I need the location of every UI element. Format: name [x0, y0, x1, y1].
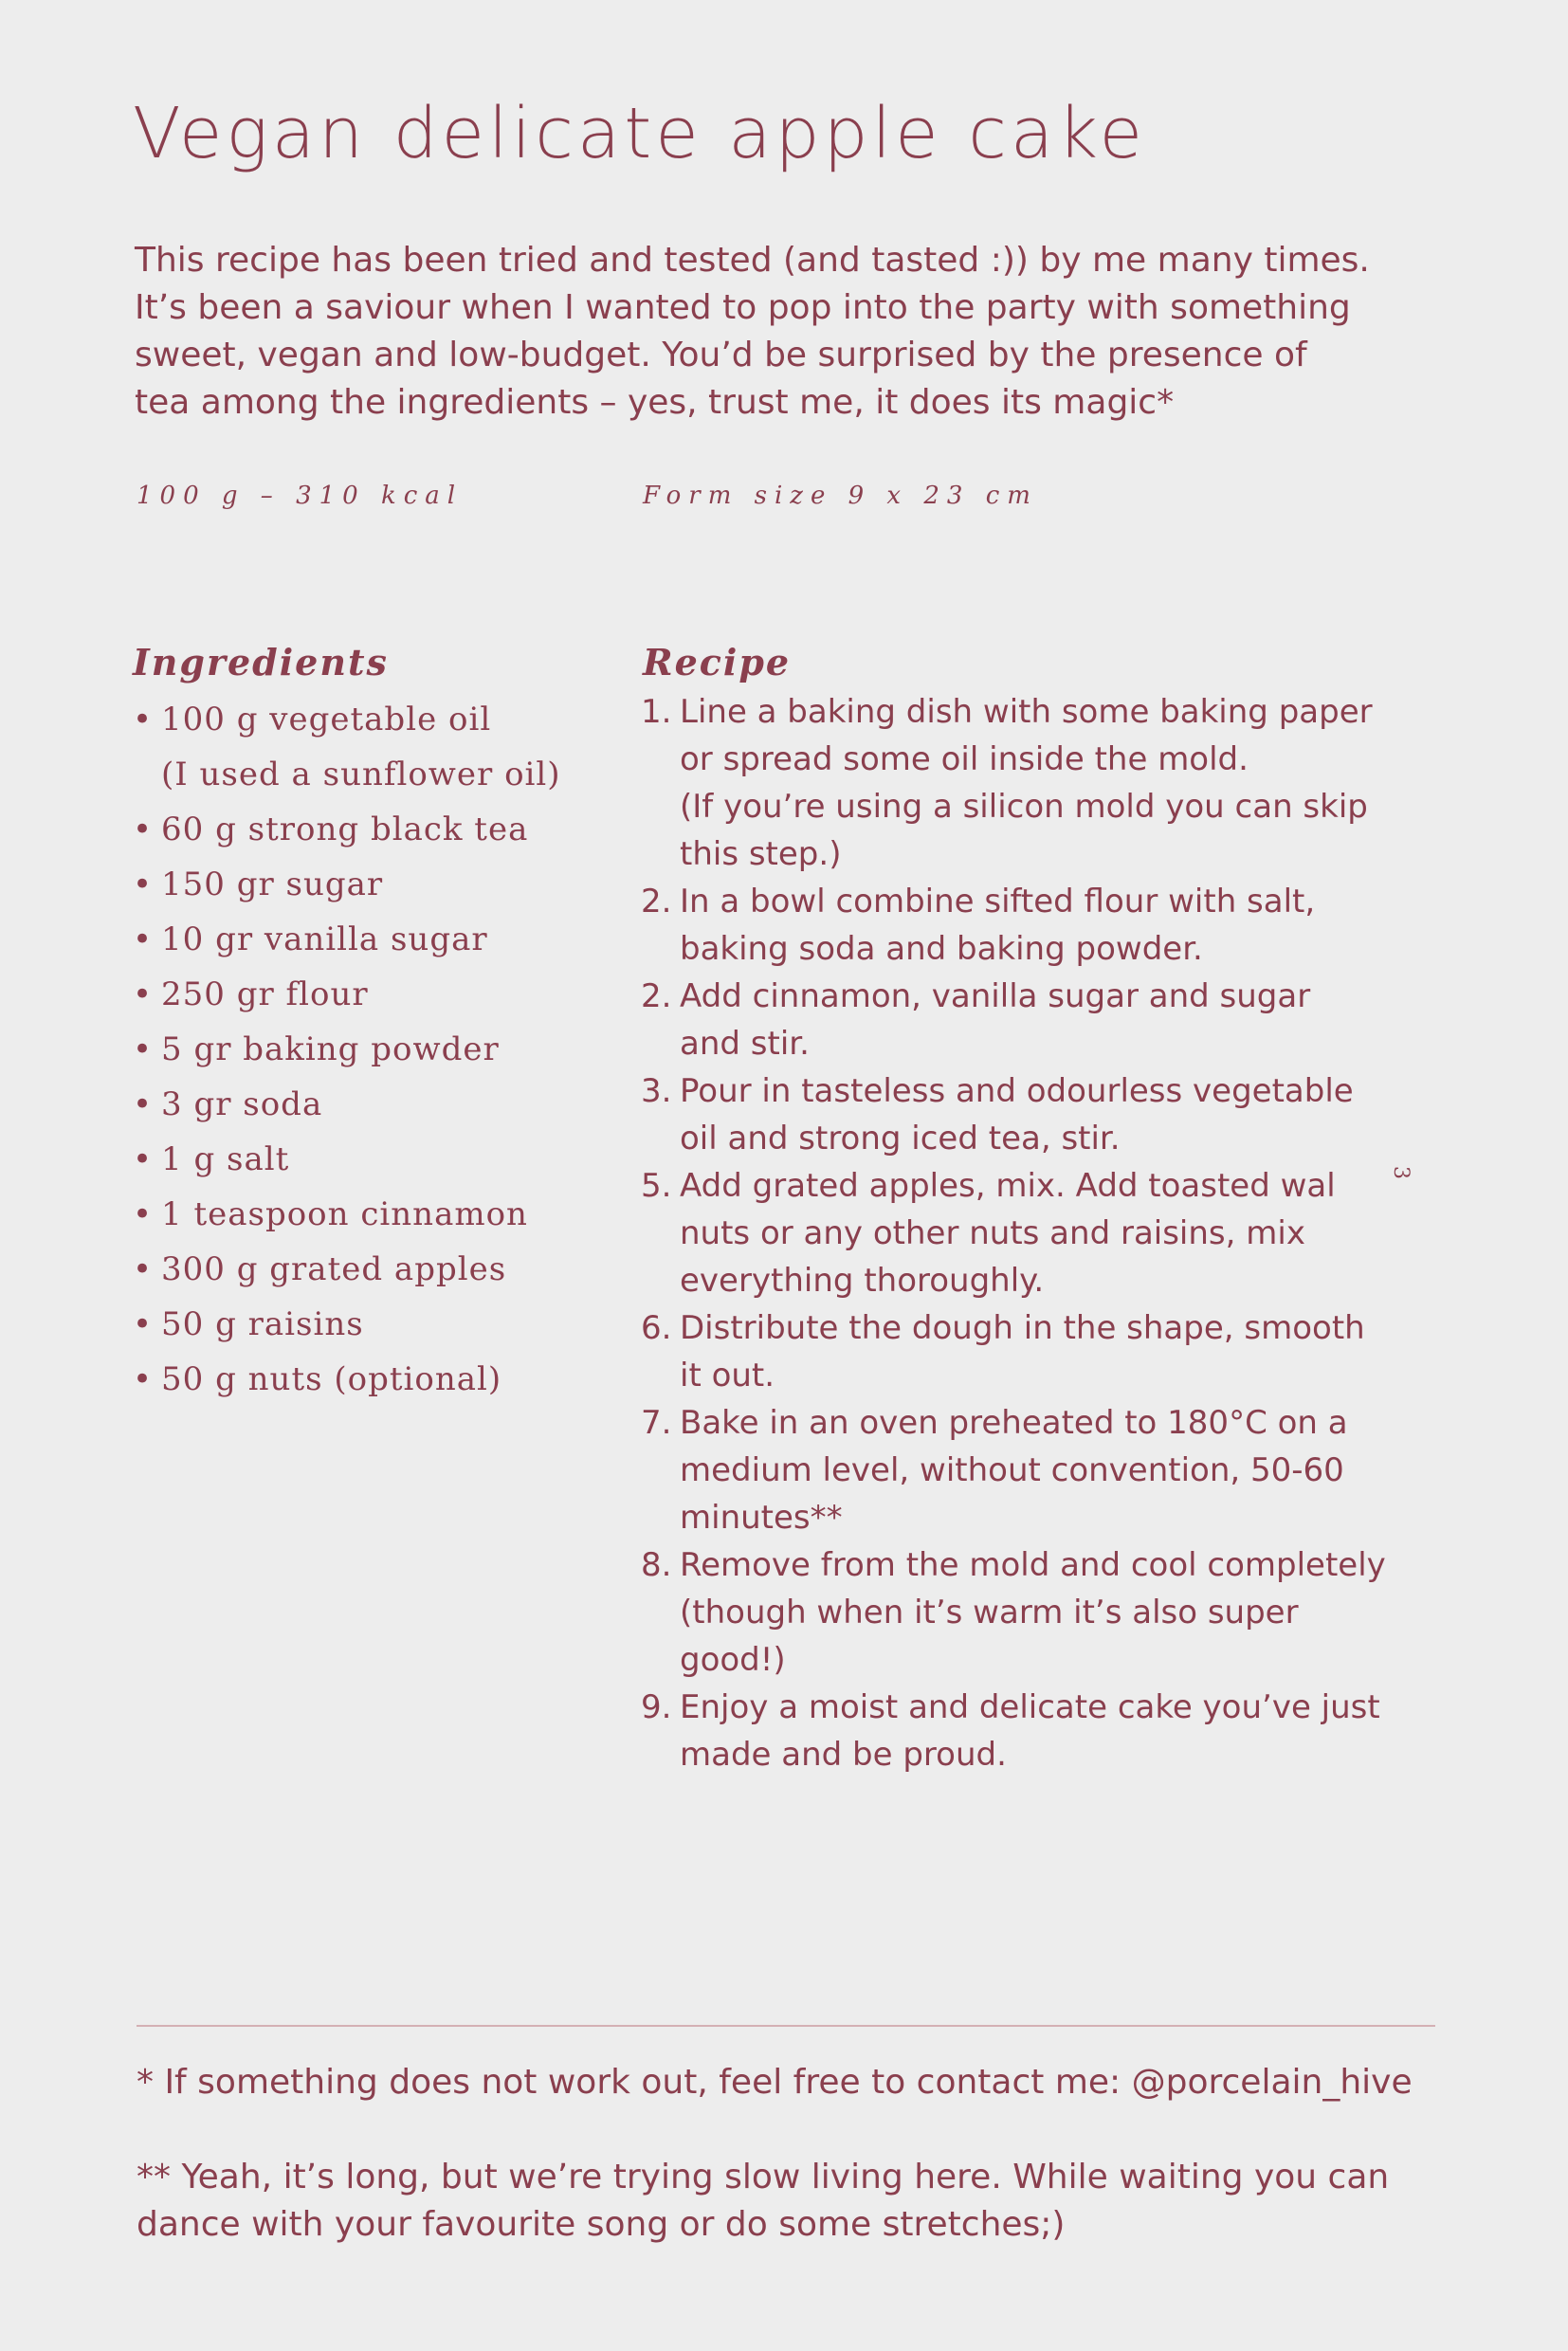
- recipe-step: [641, 1067, 1456, 1162]
- form-size-info: Form size 9 x 23 cm: [643, 482, 1038, 510]
- bullet-icon: •: [133, 1305, 154, 1343]
- list-item: [133, 1297, 626, 1352]
- bullet-icon: •: [133, 1085, 154, 1123]
- step-number: 2.: [641, 977, 672, 1015]
- recipe-step: [641, 878, 1456, 973]
- ingredient-text: 50 g raisins: [161, 1305, 364, 1343]
- step-line: made and be proud.: [680, 1736, 1007, 1774]
- step-line: and stir.: [680, 1025, 810, 1063]
- ingredients-heading: Ingredients: [133, 641, 389, 683]
- list-item: [133, 1022, 626, 1077]
- step-line: Add cinnamon, vanilla sugar and sugar: [680, 977, 1311, 1015]
- bullet-icon: •: [133, 1195, 154, 1233]
- step-line: Bake in an oven preheated to 180°C on a: [680, 1404, 1348, 1442]
- ingredient-text: 100 g vegetable oil: [161, 701, 492, 738]
- step-line: or spread some oil inside the mold.: [680, 740, 1249, 778]
- step-line: it out.: [680, 1357, 775, 1394]
- ingredient-text: 50 g nuts (optional): [161, 1360, 502, 1398]
- ingredient-text: 1 g salt: [161, 1140, 290, 1178]
- intro-line: tea among the ingredients – yes, trust me, it does its magic*: [135, 383, 1175, 422]
- footnote-line: ** Yeah, it’s long, but we’re trying slow living here. While waiting you can: [137, 2158, 1390, 2196]
- footnote-line: * If something does not work out, feel free to contact me: @porcelain_hive: [137, 2063, 1413, 2102]
- calorie-info: 100 g – 310 kcal: [137, 482, 464, 510]
- list-item: [133, 967, 626, 1022]
- list-item: [133, 1187, 626, 1242]
- step-number: 3.: [641, 1072, 672, 1110]
- intro-line: sweet, vegan and low-budget. You’d be surprised by the presence of: [135, 336, 1307, 374]
- footnote-line: dance with your favourite song or do some stretches;): [137, 2205, 1066, 2244]
- step-number: 7.: [641, 1404, 672, 1442]
- step-line: (If you’re using a silicon mold you can skip: [680, 788, 1368, 826]
- bullet-icon: •: [133, 1030, 154, 1068]
- step-line: minutes**: [680, 1499, 843, 1537]
- bullet-icon: •: [133, 701, 154, 738]
- step-line: oil and strong iced tea, stir.: [680, 1120, 1121, 1157]
- list-item: [133, 912, 626, 967]
- bullet-icon: •: [133, 811, 154, 848]
- list-item: [133, 1242, 626, 1297]
- recipe-steps: [641, 688, 1456, 1778]
- ingredient-text: 300 g grated apples: [161, 1250, 507, 1288]
- recipe-step: [641, 1541, 1456, 1684]
- ingredient-text: 5 gr baking powder: [161, 1030, 500, 1068]
- bullet-icon: •: [133, 1250, 154, 1288]
- bullet-icon: •: [133, 1360, 154, 1398]
- bullet-icon: •: [133, 975, 154, 1013]
- list-item: [133, 1352, 626, 1407]
- bullet-icon: •: [133, 1140, 154, 1178]
- step-line: baking soda and baking powder.: [680, 930, 1203, 968]
- list-item: [133, 857, 626, 912]
- step-line: good!): [680, 1641, 786, 1679]
- ingredient-text: 3 gr soda: [161, 1085, 323, 1123]
- intro-line: This recipe has been tried and tested (and tasted :)) by me many times.: [135, 241, 1370, 280]
- ingredient-text: 250 gr flour: [161, 975, 369, 1013]
- ingredient-text: 10 gr vanilla sugar: [161, 920, 488, 958]
- page-title: Vegan delicate apple cake: [133, 93, 1146, 174]
- step-number: 1.: [641, 693, 672, 731]
- recipe-step: [641, 1684, 1456, 1778]
- step-line: Add grated apples, mix. Add toasted wal: [680, 1167, 1336, 1205]
- recipe-step: [641, 973, 1456, 1067]
- bullet-icon: •: [133, 866, 154, 903]
- recipe-heading: Recipe: [643, 641, 792, 683]
- step-line: Line a baking dish with some baking paper: [680, 693, 1373, 731]
- recipe-step: [641, 688, 1456, 878]
- list-item: [133, 1132, 626, 1187]
- bullet-icon: •: [133, 920, 154, 958]
- ingredient-text: 1 teaspoon cinnamon: [161, 1195, 528, 1233]
- recipe-step: [641, 1399, 1456, 1541]
- recipe-step: [641, 1304, 1456, 1399]
- step-number: 8.: [641, 1546, 672, 1584]
- step-line: (though when it’s warm it’s also super: [680, 1594, 1299, 1631]
- ingredient-text: 150 gr sugar: [161, 866, 384, 903]
- page-number: 3: [1389, 1166, 1413, 1179]
- step-line: Remove from the mold and cool completely: [680, 1546, 1386, 1584]
- list-item: [133, 802, 626, 857]
- intro-paragraph: [135, 237, 1443, 427]
- step-line: everything thoroughly.: [680, 1262, 1045, 1300]
- list-item: [133, 692, 626, 747]
- ingredient-text: (I used a sunflower oil): [161, 756, 561, 793]
- recipe-step: [641, 1162, 1456, 1304]
- ingredient-text: 60 g strong black tea: [161, 811, 529, 848]
- footnote-baking-time: [137, 2154, 1464, 2249]
- footnote-divider: [137, 2025, 1435, 2027]
- step-number: 2.: [641, 883, 672, 920]
- step-number: 9.: [641, 1688, 672, 1726]
- list-item-continuation: [133, 747, 626, 802]
- list-item: [133, 1077, 626, 1132]
- step-number: 5.: [641, 1167, 672, 1205]
- footnote-contact: [137, 2059, 1464, 2106]
- step-line: medium level, without convention, 50-60: [680, 1451, 1344, 1489]
- step-number: 6.: [641, 1309, 672, 1347]
- step-line: this step.): [680, 835, 842, 873]
- ingredients-list: [133, 692, 626, 1407]
- step-line: In a bowl combine sifted flour with salt,: [680, 883, 1316, 920]
- step-line: Enjoy a moist and delicate cake you’ve just: [680, 1688, 1380, 1726]
- step-line: nuts or any other nuts and raisins, mix: [680, 1214, 1305, 1252]
- intro-line: It’s been a saviour when I wanted to pop into the party with something: [135, 288, 1351, 327]
- step-line: Distribute the dough in the shape, smooth: [680, 1309, 1365, 1347]
- step-line: Pour in tasteless and odourless vegetable: [680, 1072, 1354, 1110]
